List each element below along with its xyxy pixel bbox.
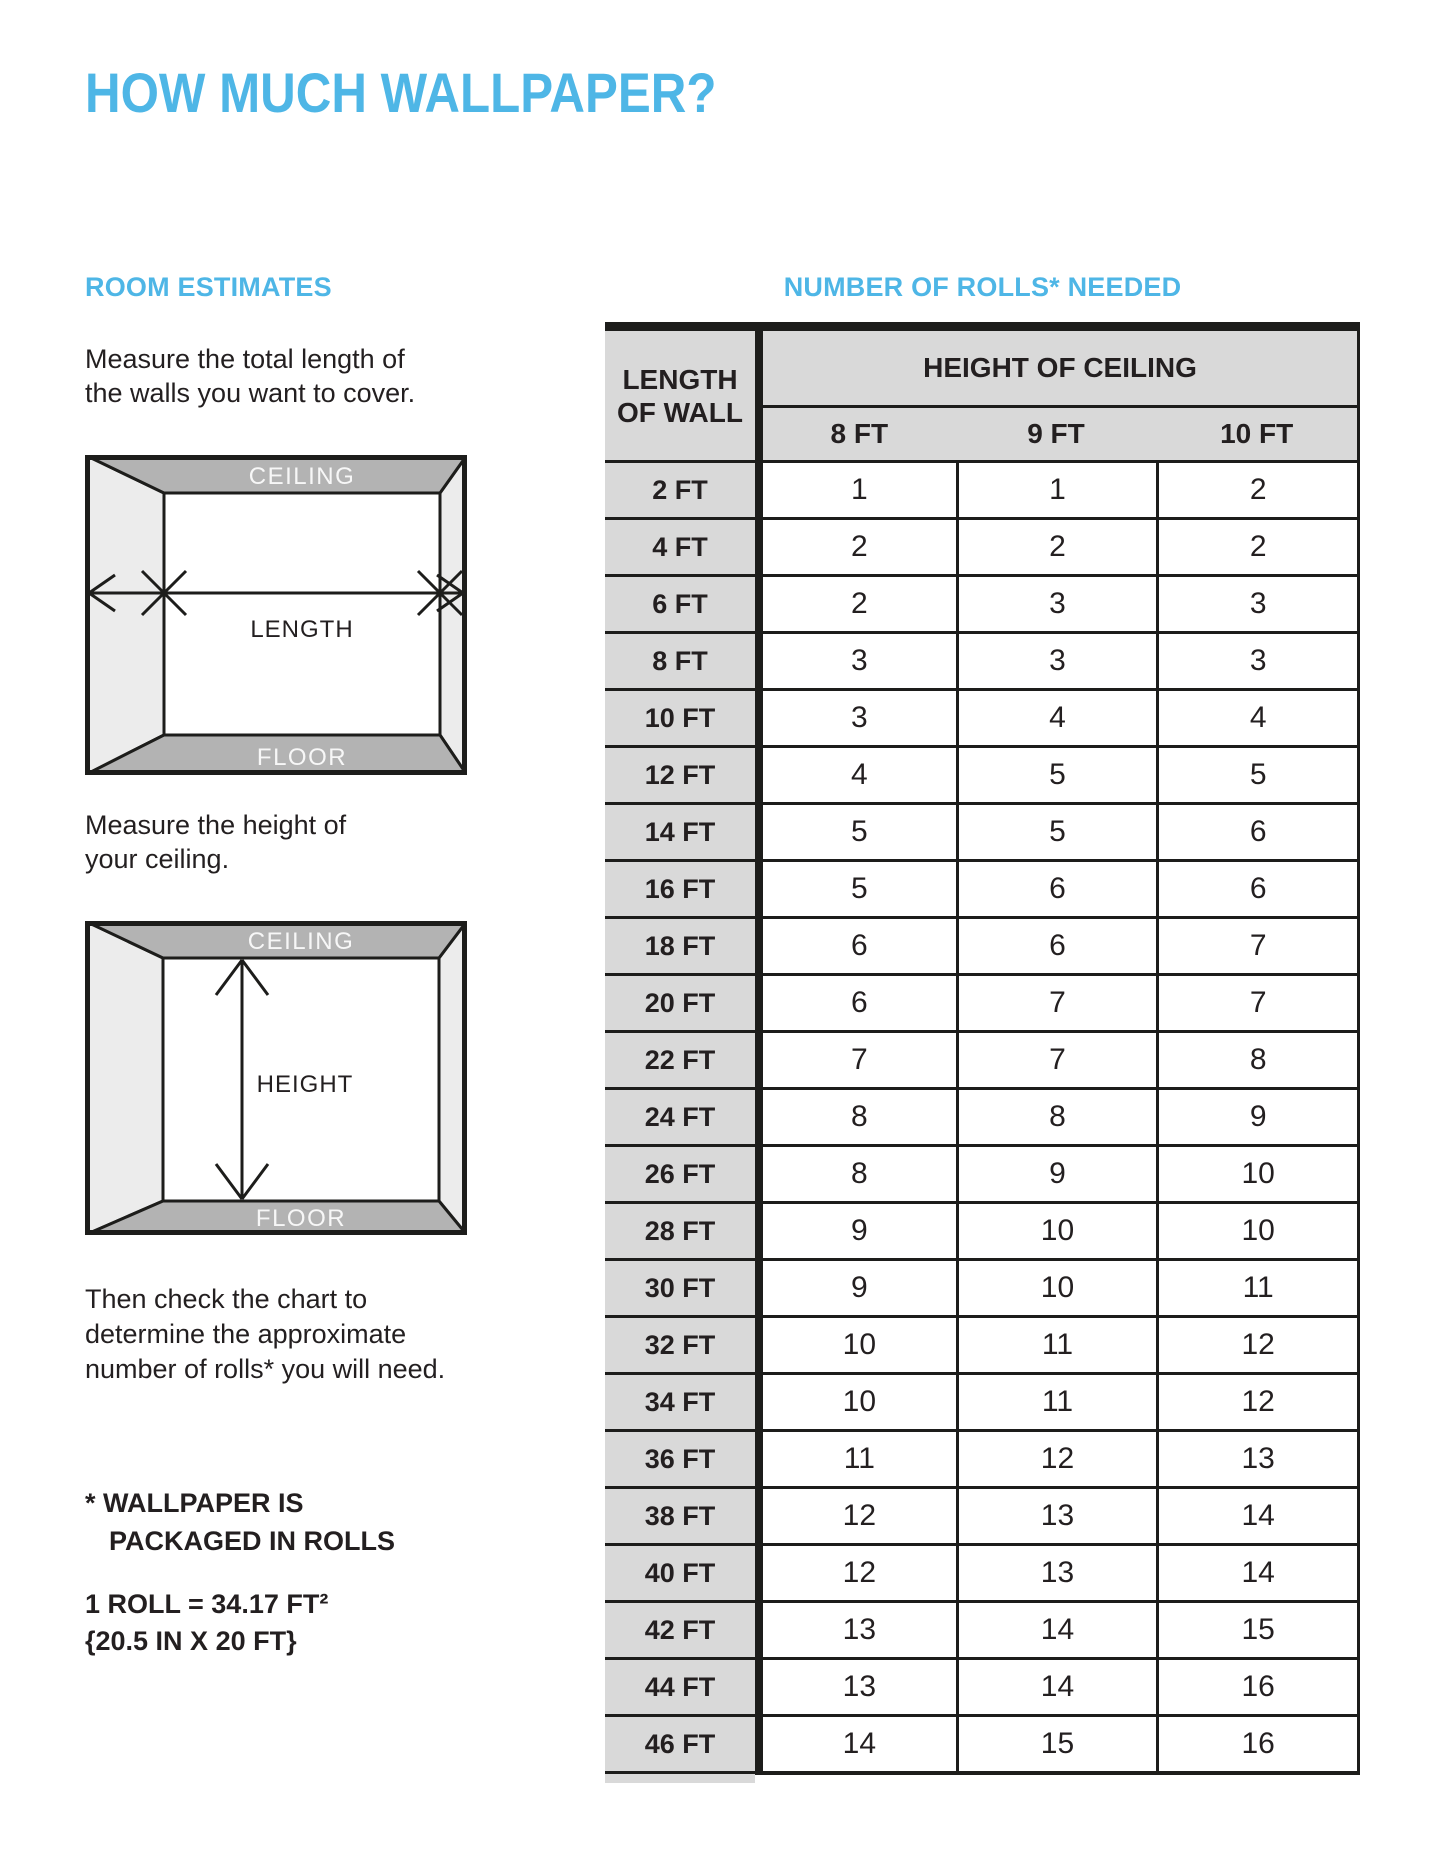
roll-count-cell: 10	[956, 1261, 1157, 1318]
step2-line2: your ceiling.	[85, 844, 230, 874]
row-label: 30 FT	[605, 1261, 755, 1318]
roll-count-cell: 12	[1156, 1318, 1357, 1375]
roll-count-cell: 10	[755, 1375, 956, 1432]
roll-count-cell: 11	[755, 1432, 956, 1489]
roll-count-cell: 6	[956, 919, 1157, 976]
roll-count-cell: 14	[956, 1660, 1157, 1717]
roll-count-cell: 13	[755, 1603, 956, 1660]
rolls-footnote	[85, 1484, 395, 1560]
height-label: HEIGHT	[256, 1071, 354, 1098]
row-label: 26 FT	[605, 1147, 755, 1204]
roll-count-cell: 4	[956, 691, 1157, 748]
roll-count-cell: 7	[1156, 976, 1357, 1033]
room-height-diagram	[85, 921, 467, 1235]
roll-count-cell: 5	[956, 805, 1157, 862]
length-label: LENGTH	[250, 616, 354, 643]
roll-count-cell: 5	[755, 862, 956, 919]
row-label: 14 FT	[605, 805, 755, 862]
roll-count-cell: 16	[1156, 1717, 1357, 1775]
row-label: 46 FT	[605, 1717, 755, 1775]
roll-count-cell: 8	[755, 1090, 956, 1147]
roll-count-cell: 10	[1156, 1147, 1357, 1204]
roll-count-cell: 12	[755, 1489, 956, 1546]
row-label: 12 FT	[605, 748, 755, 805]
column-header-8ft: 8 FT	[755, 408, 956, 463]
roll-count-cell: 3	[1156, 577, 1357, 634]
roll-count-cell: 13	[755, 1660, 956, 1717]
roll-count-cell: 16	[1156, 1660, 1357, 1717]
roll-count-cell: 13	[1156, 1432, 1357, 1489]
step3-line3: number of rolls* you will need.	[85, 1354, 446, 1384]
roll-count-cell: 5	[755, 805, 956, 862]
roll-count-cell: 9	[1156, 1090, 1357, 1147]
left-wall-face	[85, 921, 163, 1235]
roll-count-cell: 4	[755, 748, 956, 805]
roll-count-cell: 12	[1156, 1375, 1357, 1432]
roll-spec	[85, 1586, 328, 1660]
row-label: 22 FT	[605, 1033, 755, 1090]
left-wall-face	[85, 455, 164, 775]
roll-count-cell: 9	[755, 1204, 956, 1261]
rolls-needed-table	[605, 322, 1360, 1775]
row-label: 24 FT	[605, 1090, 755, 1147]
row-label: 2 FT	[605, 463, 755, 520]
roll-count-cell: 13	[956, 1546, 1157, 1603]
row-label: 36 FT	[605, 1432, 755, 1489]
floor-label: FLOOR	[255, 1205, 347, 1232]
roll-count-cell: 6	[755, 976, 956, 1033]
row-label: 28 FT	[605, 1204, 755, 1261]
step3-instructions	[85, 1282, 445, 1387]
footnote-line1: * WALLPAPER IS	[85, 1488, 304, 1518]
roll-count-cell: 11	[956, 1375, 1157, 1432]
step3-line1: Then check the chart to	[85, 1284, 368, 1314]
roll-count-cell: 1	[956, 463, 1157, 520]
roll-count-cell: 14	[755, 1717, 956, 1775]
row-label: 4 FT	[605, 520, 755, 577]
roll-spec-line2: {20.5 IN X 20 FT}	[85, 1626, 297, 1656]
row-header-length-of-wall	[605, 331, 755, 463]
step3-line2: determine the approximate	[85, 1319, 407, 1349]
roll-count-cell: 10	[1156, 1204, 1357, 1261]
roll-count-cell: 2	[956, 520, 1157, 577]
roll-spec-line1: 1 ROLL = 34.17 FT²	[85, 1589, 329, 1619]
roll-count-cell: 12	[956, 1432, 1157, 1489]
page-title: HOW MUCH WALLPAPER?	[85, 61, 717, 124]
step1-line2: the walls you want to cover.	[85, 378, 416, 408]
ceiling-label: CEILING	[248, 463, 356, 490]
roll-count-cell: 11	[956, 1318, 1157, 1375]
roll-count-cell: 6	[956, 862, 1157, 919]
footnote-line2: PACKAGED IN ROLLS	[109, 1526, 396, 1556]
table-left-column-stub	[605, 1774, 755, 1783]
ceiling-label: CEILING	[247, 928, 355, 955]
roll-count-cell: 3	[956, 577, 1157, 634]
row-label: 18 FT	[605, 919, 755, 976]
roll-count-cell: 14	[1156, 1546, 1357, 1603]
roll-count-cell: 11	[1156, 1261, 1357, 1318]
row-label: 8 FT	[605, 634, 755, 691]
roll-count-cell: 13	[956, 1489, 1157, 1546]
room-length-diagram	[85, 455, 467, 775]
row-label: 6 FT	[605, 577, 755, 634]
step2-instructions	[85, 808, 346, 876]
roll-count-cell: 2	[755, 577, 956, 634]
step1-instructions	[85, 342, 415, 410]
roll-count-cell: 14	[1156, 1489, 1357, 1546]
roll-count-cell: 6	[1156, 805, 1357, 862]
roll-count-cell: 10	[755, 1318, 956, 1375]
step2-line1: Measure the height of	[85, 810, 347, 840]
roll-count-cell: 8	[755, 1147, 956, 1204]
roll-count-cell: 6	[755, 919, 956, 976]
roll-count-cell: 9	[956, 1147, 1157, 1204]
row-header-line2: OF WALL	[617, 396, 743, 428]
roll-count-cell: 15	[1156, 1603, 1357, 1660]
row-label: 16 FT	[605, 862, 755, 919]
floor-label: FLOOR	[256, 744, 348, 771]
roll-count-cell: 1	[755, 463, 956, 520]
roll-count-cell: 5	[1156, 748, 1357, 805]
row-label: 34 FT	[605, 1375, 755, 1432]
roll-count-cell: 2	[1156, 520, 1357, 577]
row-label: 40 FT	[605, 1546, 755, 1603]
rolls-needed-heading: NUMBER OF ROLLS* NEEDED	[783, 272, 1182, 302]
roll-count-cell: 3	[956, 634, 1157, 691]
column-header-10ft: 10 FT	[1156, 408, 1357, 463]
roll-count-cell: 8	[1156, 1033, 1357, 1090]
row-label: 10 FT	[605, 691, 755, 748]
row-label: 20 FT	[605, 976, 755, 1033]
roll-count-cell: 3	[1156, 634, 1357, 691]
roll-count-cell: 9	[755, 1261, 956, 1318]
roll-count-cell: 7	[1156, 919, 1357, 976]
roll-count-cell: 5	[956, 748, 1157, 805]
roll-count-cell: 12	[755, 1546, 956, 1603]
roll-count-cell: 7	[755, 1033, 956, 1090]
row-label: 42 FT	[605, 1603, 755, 1660]
roll-count-cell: 14	[956, 1603, 1157, 1660]
column-group-header-height-of-ceiling: HEIGHT OF CEILING	[755, 331, 1357, 408]
room-estimates-heading: ROOM ESTIMATES	[85, 272, 332, 302]
column-header-9ft: 9 FT	[956, 408, 1157, 463]
roll-count-cell: 6	[1156, 862, 1357, 919]
roll-count-cell: 7	[956, 1033, 1157, 1090]
roll-count-cell: 8	[956, 1090, 1157, 1147]
roll-count-cell: 10	[956, 1204, 1157, 1261]
roll-count-cell: 3	[755, 634, 956, 691]
roll-count-cell: 15	[956, 1717, 1157, 1775]
roll-count-cell: 7	[956, 976, 1157, 1033]
roll-count-cell: 3	[755, 691, 956, 748]
back-wall-face	[164, 493, 440, 735]
roll-count-cell: 2	[755, 520, 956, 577]
row-label: 44 FT	[605, 1660, 755, 1717]
roll-count-cell: 2	[1156, 463, 1357, 520]
step1-line1: Measure the total length of	[85, 344, 405, 374]
row-label: 32 FT	[605, 1318, 755, 1375]
roll-count-cell: 4	[1156, 691, 1357, 748]
row-header-line1: LENGTH	[622, 363, 738, 395]
row-label: 38 FT	[605, 1489, 755, 1546]
